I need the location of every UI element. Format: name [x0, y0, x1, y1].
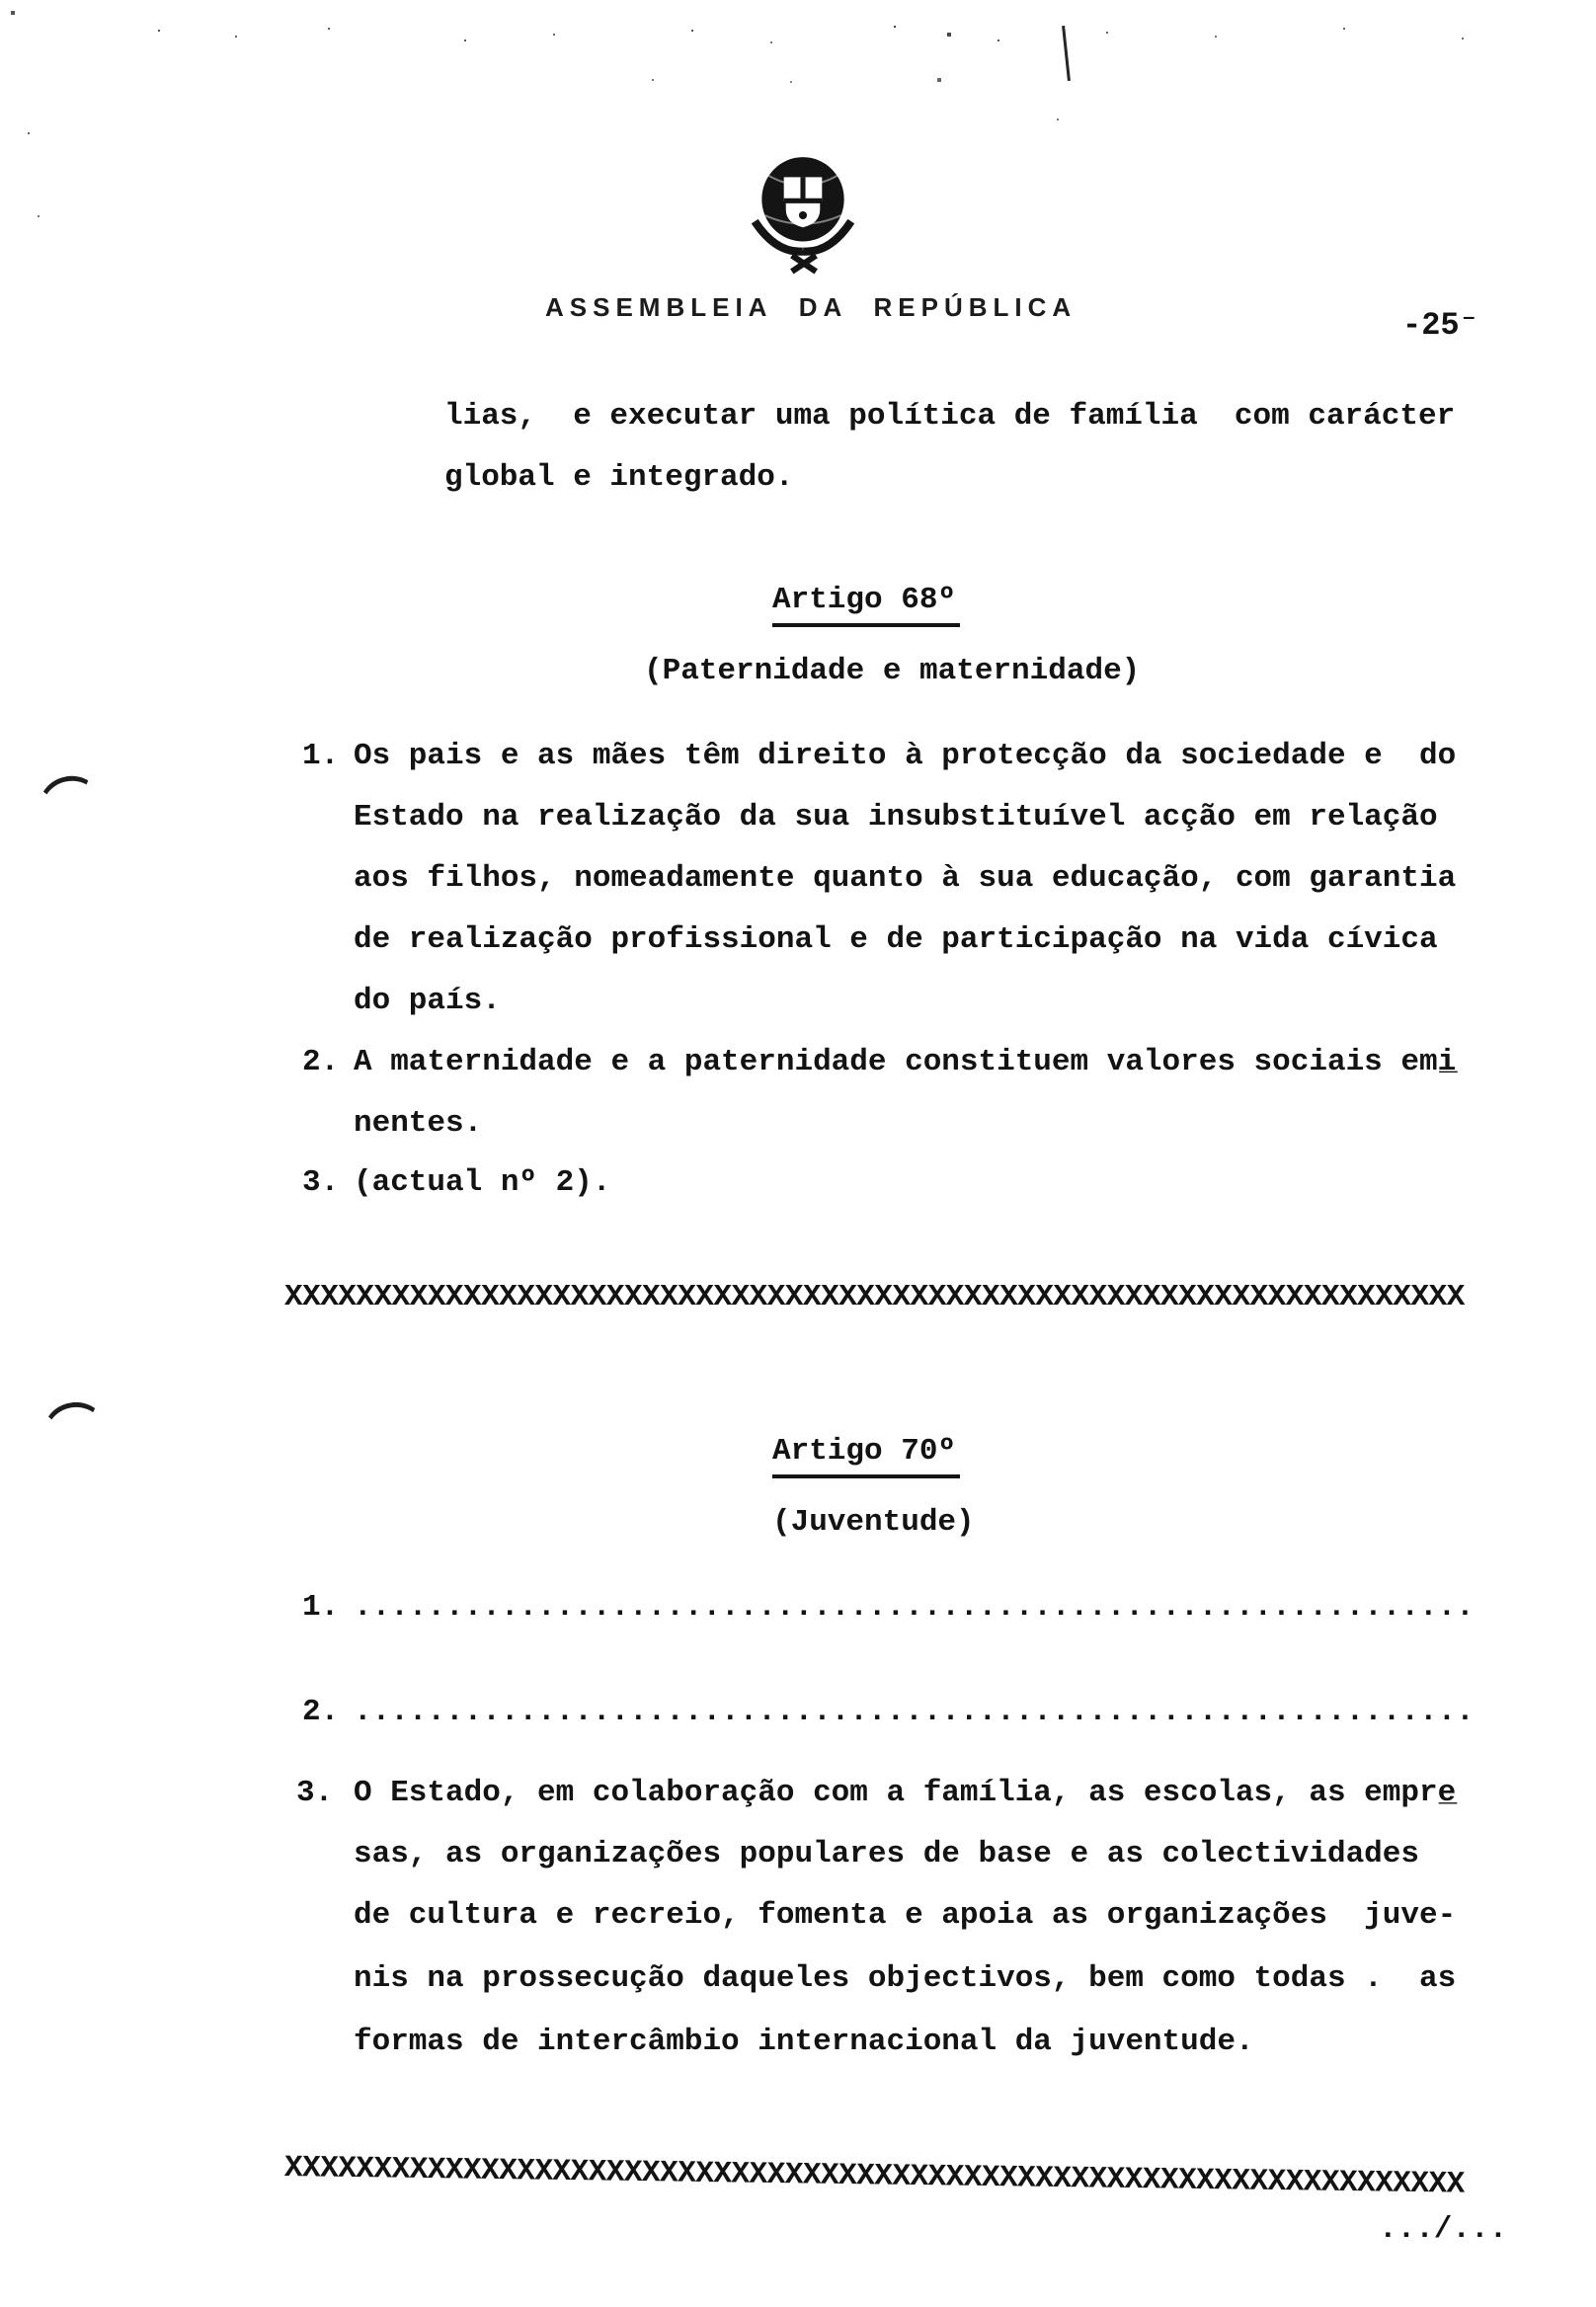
pen-arc-mark: [39, 1397, 111, 1466]
pen-arc-mark: [34, 769, 106, 836]
body-line: de cultura e recreio, fomenta e apoia as organizações juve-: [354, 1898, 1457, 1933]
item-number: 2.: [302, 1045, 340, 1079]
article-68-title: Artigo 68º: [772, 581, 960, 627]
body-line: O Estado, em colaboração com a família, as escolas, as empre̲: [354, 1776, 1457, 1810]
intro-line: lias, e executar uma política de família com carácter: [444, 399, 1456, 434]
body-line: (actual nº 2).: [354, 1165, 611, 1200]
article-70-title: Artigo 70º: [772, 1432, 960, 1478]
body-line: aos filhos, nomeadamente quanto à sua educação, com garantia: [354, 861, 1457, 896]
dotted-line: .............................................................: [354, 1590, 1475, 1625]
continuation-mark: .../...: [1379, 2212, 1508, 2247]
body-line: formas de intercâmbio internacional da juventude.: [354, 2025, 1254, 2059]
body-line: de realização profissional e de participação na vida cívica: [354, 922, 1438, 957]
intro-line: global e integrado.: [444, 460, 794, 495]
item-number: 1.: [302, 739, 340, 773]
body-line: Estado na realização da sua insubstituível acção em relação: [354, 800, 1438, 835]
body-line: nentes.: [354, 1106, 483, 1141]
dotted-line: .............................................................: [354, 1695, 1475, 1729]
x-separator-row: XXXXXXXXXXXXXXXXXXXXXXXXXXXXXXXXXXXXXXXXXXXXXXXXXXXXXXXXXXXXXXXXXX: [283, 2151, 1465, 2202]
article-68-subtitle: (Paternidade e maternidade): [644, 654, 1141, 688]
x-separator-row: XXXXXXXXXXXXXXXXXXXXXXXXXXXXXXXXXXXXXXXXXXXXXXXXXXXXXXXXXXXXXXXXXX: [284, 1280, 1465, 1314]
scan-slash-mark: [1062, 26, 1071, 81]
body-line: A maternidade e a paternidade constituem valores sociais emi̲: [354, 1045, 1457, 1079]
republic-coat-of-arms-icon: [748, 153, 858, 280]
article-70-subtitle: (Juventude): [772, 1505, 975, 1540]
item-number: 2.: [302, 1695, 340, 1729]
item-number: 1.: [302, 1590, 340, 1625]
body-line: do país.: [354, 984, 501, 1018]
page-number: -25⁻: [1402, 307, 1478, 344]
body-line: sas, as organizações populares de base e as colectividades: [354, 1837, 1419, 1871]
body-line: nis na prossecução daqueles objectivos, bem como todas . as: [354, 1961, 1457, 1996]
item-number: 3.: [302, 1165, 340, 1200]
institution-title: ASSEMBLEIA DA REPÚBLICA: [545, 292, 1077, 322]
body-line: Os pais e as mães têm direito à protecção da sociedade e do: [354, 739, 1457, 773]
scan-noise-speckles: [0, 0, 2, 2]
item-number: 3.: [296, 1776, 334, 1810]
